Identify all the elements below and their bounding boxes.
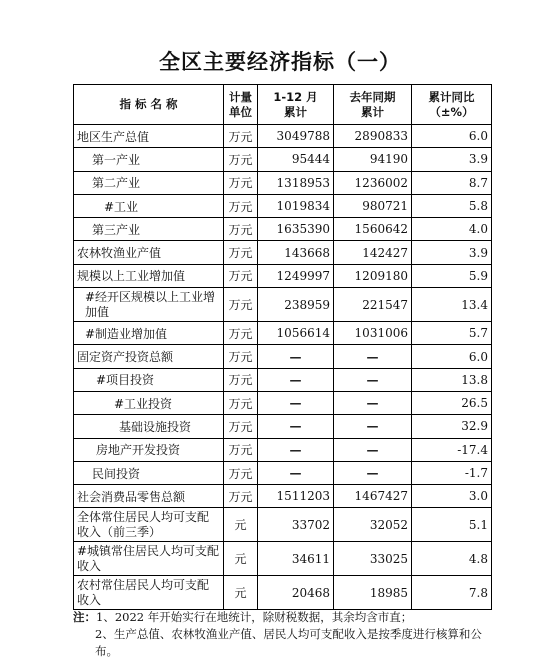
row-growth: 3.9 <box>412 148 492 171</box>
row-growth: 5.7 <box>412 322 492 345</box>
row-unit: 元 <box>224 508 258 542</box>
row-growth: 3.0 <box>412 485 492 508</box>
row-unit: 万元 <box>224 391 258 414</box>
table-row <box>74 576 492 610</box>
row-name: #经开区规模以上工业增加值 <box>74 288 224 322</box>
row-previous: 1560642 <box>334 218 412 241</box>
table-row <box>74 438 492 461</box>
table-header-row <box>74 85 492 125</box>
row-name: #制造业增加值 <box>74 322 224 345</box>
row-growth: 4.0 <box>412 218 492 241</box>
row-growth: 32.9 <box>412 415 492 438</box>
row-current: — <box>258 368 334 391</box>
header-unit <box>224 85 258 125</box>
row-current: 95444 <box>258 148 334 171</box>
row-current: — <box>258 438 334 461</box>
header-growth-line1: 累计同比 <box>428 89 475 104</box>
row-previous: 221547 <box>334 288 412 322</box>
table-row <box>74 461 492 484</box>
row-growth: 5.1 <box>412 508 492 542</box>
header-previous-line1: 去年同期 <box>349 89 396 104</box>
row-growth: 6.0 <box>412 125 492 148</box>
table-row <box>74 288 492 322</box>
row-current: 1511203 <box>258 485 334 508</box>
footnote-text-1: 1、2022 年开始实行在地统计，除财税数据，其余均含市直； <box>96 610 413 624</box>
row-name: 第一产业 <box>74 148 224 171</box>
table-row <box>74 485 492 508</box>
row-name: 农村常住居民人均可支配收入 <box>74 576 224 610</box>
table-row <box>74 194 492 217</box>
row-name: 农林牧渔业产值 <box>74 241 224 264</box>
row-previous: — <box>334 391 412 414</box>
row-current: 34611 <box>258 542 334 576</box>
row-previous: 1236002 <box>334 171 412 194</box>
row-current: 20468 <box>258 576 334 610</box>
header-yoy-growth <box>412 85 492 125</box>
row-growth: -1.7 <box>412 461 492 484</box>
row-unit: 万元 <box>224 322 258 345</box>
row-current: 1635390 <box>258 218 334 241</box>
table-row <box>74 345 492 368</box>
table-row <box>74 508 492 542</box>
row-name: 社会消费品零售总额 <box>74 485 224 508</box>
row-name: 规模以上工业增加值 <box>74 264 224 287</box>
table-row <box>74 391 492 414</box>
row-growth: -17.4 <box>412 438 492 461</box>
row-name: #城镇常住居民人均可支配收入 <box>74 542 224 576</box>
row-previous: — <box>334 368 412 391</box>
header-previous-cumulative <box>334 85 412 125</box>
row-unit: 万元 <box>224 171 258 194</box>
header-previous-line2: 累计 <box>361 104 384 119</box>
row-name: 房地产开发投资 <box>74 438 224 461</box>
row-growth: 7.8 <box>412 576 492 610</box>
row-current: 143668 <box>258 241 334 264</box>
header-current-line2: 累计 <box>284 104 307 119</box>
row-unit: 元 <box>224 576 258 610</box>
header-indicator-name: 指 标 名 称 <box>74 85 224 125</box>
row-unit: 万元 <box>224 461 258 484</box>
row-current: 1019834 <box>258 194 334 217</box>
row-growth: 5.8 <box>412 194 492 217</box>
table-row <box>74 218 492 241</box>
row-previous: 94190 <box>334 148 412 171</box>
economic-indicators-table <box>73 84 492 610</box>
row-growth: 26.5 <box>412 391 492 414</box>
header-current-cumulative <box>258 85 334 125</box>
table-row <box>74 125 492 148</box>
row-unit: 万元 <box>224 345 258 368</box>
row-growth: 3.9 <box>412 241 492 264</box>
row-current: 1318953 <box>258 171 334 194</box>
row-unit: 万元 <box>224 148 258 171</box>
row-name: #项目投资 <box>74 368 224 391</box>
row-growth: 13.8 <box>412 368 492 391</box>
row-current: — <box>258 415 334 438</box>
row-growth: 8.7 <box>412 171 492 194</box>
row-name: 基础设施投资 <box>74 415 224 438</box>
row-name: 地区生产总值 <box>74 125 224 148</box>
table-row <box>74 322 492 345</box>
row-unit: 万元 <box>224 485 258 508</box>
row-current: 3049788 <box>258 125 334 148</box>
row-unit: 万元 <box>224 241 258 264</box>
row-previous: 980721 <box>334 194 412 217</box>
row-name: 全体常住居民人均可支配收入（前三季） <box>74 508 224 542</box>
row-unit: 万元 <box>224 368 258 391</box>
row-unit: 万元 <box>224 264 258 287</box>
row-previous: — <box>334 438 412 461</box>
row-previous: 1467427 <box>334 485 412 508</box>
footnote-line-2: 2、生产总值、农林牧渔业产值、居民人均可支配收入是按季度进行核算和公布。 <box>95 627 482 658</box>
row-growth: 5.9 <box>412 264 492 287</box>
row-previous: 18985 <box>334 576 412 610</box>
row-current: 1249997 <box>258 264 334 287</box>
row-unit: 元 <box>224 542 258 576</box>
table-row <box>74 148 492 171</box>
footnote-label: 注： <box>73 610 96 624</box>
header-unit-line1: 计量 <box>229 89 252 104</box>
table-row <box>74 415 492 438</box>
page-title: 全区主要经济指标（一） <box>159 50 401 74</box>
row-name: 第三产业 <box>74 218 224 241</box>
table-row <box>74 264 492 287</box>
row-current: — <box>258 345 334 368</box>
row-current: 238959 <box>258 288 334 322</box>
row-unit: 万元 <box>224 288 258 322</box>
table-row <box>74 542 492 576</box>
row-previous: 2890833 <box>334 125 412 148</box>
row-previous: 1031006 <box>334 322 412 345</box>
row-current: 1056614 <box>258 322 334 345</box>
row-previous: 33025 <box>334 542 412 576</box>
row-previous: 142427 <box>334 241 412 264</box>
row-previous: — <box>334 461 412 484</box>
row-current: 33702 <box>258 508 334 542</box>
row-growth: 6.0 <box>412 345 492 368</box>
table-row <box>74 368 492 391</box>
row-name: #工业投资 <box>74 391 224 414</box>
header-current-line1: 1-12 月 <box>273 89 318 104</box>
row-previous: — <box>334 415 412 438</box>
row-name: 第二产业 <box>74 171 224 194</box>
header-growth-line2: （±%） <box>429 104 474 119</box>
footnote-line-1 <box>73 609 491 626</box>
row-name: #工业 <box>74 194 224 217</box>
footnotes <box>73 609 491 660</box>
row-unit: 万元 <box>224 415 258 438</box>
row-growth: 13.4 <box>412 288 492 322</box>
row-growth: 4.8 <box>412 542 492 576</box>
row-previous: 1209180 <box>334 264 412 287</box>
row-current: — <box>258 391 334 414</box>
header-unit-line2: 单位 <box>229 104 252 119</box>
row-unit: 万元 <box>224 218 258 241</box>
row-unit: 万元 <box>224 125 258 148</box>
row-current: — <box>258 461 334 484</box>
row-name: 民间投资 <box>74 461 224 484</box>
table-row <box>74 171 492 194</box>
row-previous: — <box>334 345 412 368</box>
row-unit: 万元 <box>224 194 258 217</box>
row-previous: 32052 <box>334 508 412 542</box>
table-row <box>74 241 492 264</box>
row-unit: 万元 <box>224 438 258 461</box>
row-name: 固定资产投资总额 <box>74 345 224 368</box>
